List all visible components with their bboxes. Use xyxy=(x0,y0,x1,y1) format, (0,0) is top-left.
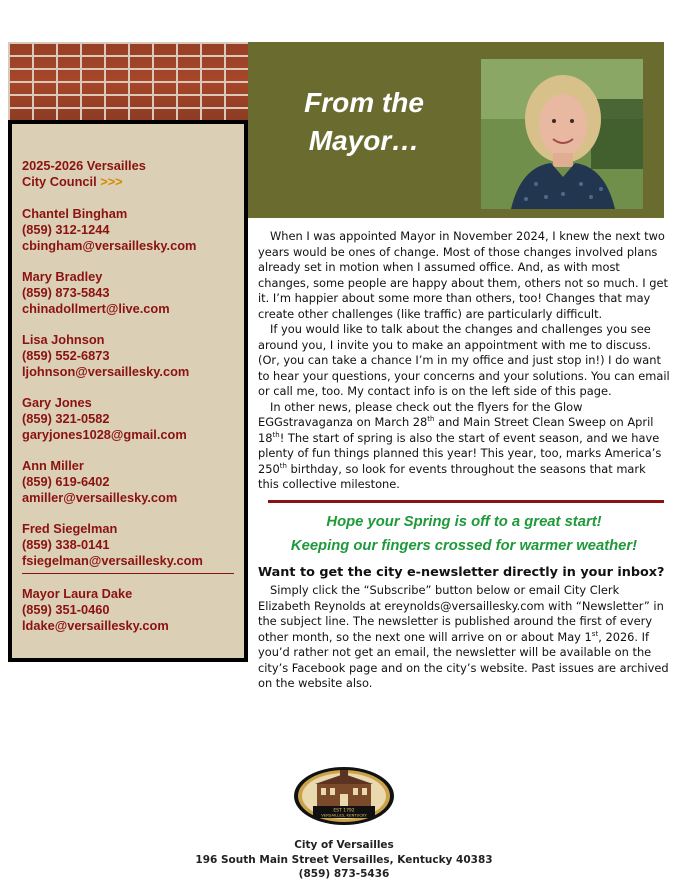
spring-message xyxy=(258,510,670,558)
member-email-link[interactable]: cbingham@versaillesky.com xyxy=(22,238,197,253)
council-member xyxy=(22,269,234,317)
brick-wall-image xyxy=(8,42,248,120)
footer-address xyxy=(0,838,688,882)
seal-est-text: EST 1792 xyxy=(333,808,355,814)
council-title-line2: City Council xyxy=(22,174,97,189)
member-name: Chantel Bingham xyxy=(22,206,128,221)
section-divider xyxy=(268,500,664,503)
newsletter-heading: Want to get the city e-newsletter directly in your inbox? xyxy=(258,565,665,580)
council-member xyxy=(22,206,234,254)
member-email-link[interactable]: ljohnson@versaillesky.com xyxy=(22,364,190,379)
member-name: Gary Jones xyxy=(22,395,92,410)
council-title xyxy=(22,158,234,190)
member-name: Fred Siegelman xyxy=(22,521,118,536)
member-phone: (859) 312-1244 xyxy=(22,222,110,237)
mayor-header xyxy=(248,42,664,218)
hope-line2: Keeping our fingers crossed for warmer weather! xyxy=(290,538,638,554)
member-email-link[interactable]: fsiegelman@versaillesky.com xyxy=(22,553,203,568)
page-title xyxy=(284,84,444,160)
letter-paragraph-1: When I was appointed Mayor in November 2024, I knew the next two years would be ones of change. Most of those changes involved plans already set in motion when I assumed office. And, as with most changes, some people are happy about them, others not so much. I get it. I’m happier about some more than others, too! Changes that may create other challenges (like traffic) are particularly difficult. xyxy=(258,229,668,321)
newsletter-text-b: , 2026. If you’d rather not get an email, the newsletter will be available on the city’s Facebook page and on the city’s website. Past issues are archived on the website also. xyxy=(258,629,669,690)
council-arrows: >>> xyxy=(100,174,123,189)
sidebar-divider xyxy=(22,573,234,580)
member-name: Mary Bradley xyxy=(22,269,103,284)
city-council-sidebar xyxy=(8,120,248,662)
p3-sup-3: th xyxy=(279,461,287,470)
council-member xyxy=(22,458,234,506)
footer-city-name: City of Versailles xyxy=(294,839,394,851)
city-seal-logo xyxy=(293,766,395,826)
council-member xyxy=(22,332,234,380)
mayor-contact xyxy=(22,586,234,634)
council-member xyxy=(22,521,234,569)
footer-phone: (859) 873-5436 xyxy=(298,868,390,880)
hope-line1: Hope your Spring is off to a great start! xyxy=(326,514,602,530)
member-phone: (859) 619-6402 xyxy=(22,474,110,489)
p3-sup-2: th xyxy=(272,430,280,439)
letter-paragraph-3 xyxy=(258,400,670,493)
member-phone: (859) 338-0141 xyxy=(22,537,110,552)
member-email-link[interactable]: chinadollmert@live.com xyxy=(22,301,170,316)
member-name: Lisa Johnson xyxy=(22,332,105,347)
letter-paragraph-2: If you would like to talk about the changes and challenges you see around you, I invite you to make an appointment with me to discuss. (Or, you can take a chance I’m in my office and just stop in!) I do want to hear your questions, your concerns and your solutions. You can email or call me, too. My contact info is on the left side of this page. xyxy=(258,322,670,398)
member-phone: (859) 321-0582 xyxy=(22,411,110,426)
member-name: Ann Miller xyxy=(22,458,84,473)
mayor-letter xyxy=(258,229,670,493)
member-email-link[interactable]: amiller@versaillesky.com xyxy=(22,490,178,505)
mayor-portrait-illustration xyxy=(481,59,643,209)
mayor-name: Mayor Laura Dake xyxy=(22,586,133,601)
member-email-link[interactable]: garyjones1028@gmail.com xyxy=(22,427,187,442)
p3-text-d: birthday, so look for events throughout the seasons that mark this collective milestone. xyxy=(258,461,646,491)
council-title-line1: 2025-2026 Versailles xyxy=(22,158,146,173)
council-member xyxy=(22,395,234,443)
mayor-photo xyxy=(481,59,643,209)
title-line1: From the xyxy=(304,87,424,118)
footer-street-address: 196 South Main Street Versailles, Kentucky 40383 xyxy=(195,853,493,866)
newsletter-info xyxy=(258,583,670,692)
title-line2: Mayor… xyxy=(308,125,420,156)
member-phone: (859) 552-6873 xyxy=(22,348,110,363)
p3-text-c: ! The start of spring is also the start of event season, and we have plenty of fun things planned this year! This year, too, marks America’s 250 xyxy=(258,430,662,476)
member-phone: (859) 873-5843 xyxy=(22,285,110,300)
p3-text-b: and Main Street Clean Sweep on April 18 xyxy=(258,415,654,445)
newsletter-text-a: Simply click the “Subscribe” button below or email City Clerk Elizabeth Reynolds at ereynolds@versaillesky.com with “Newsletter” in the subject line. The newsletter is published around the first of every other month, so the next one will arrive on or about May 1 xyxy=(258,583,664,644)
mayor-phone: (859) 351-0460 xyxy=(22,602,110,617)
p3-text-a: In other news, please check out the flyers for the Glow EGGstravaganza on March 28 xyxy=(258,399,583,429)
p3-sup-1: th xyxy=(427,415,435,424)
newsletter-sup: st xyxy=(591,629,599,638)
mayor-email-link[interactable]: ldake@versaillesky.com xyxy=(22,618,169,633)
seal-city-text: VERSAILLES, KENTUCKY xyxy=(321,812,367,818)
newsletter-paragraph xyxy=(258,583,670,692)
